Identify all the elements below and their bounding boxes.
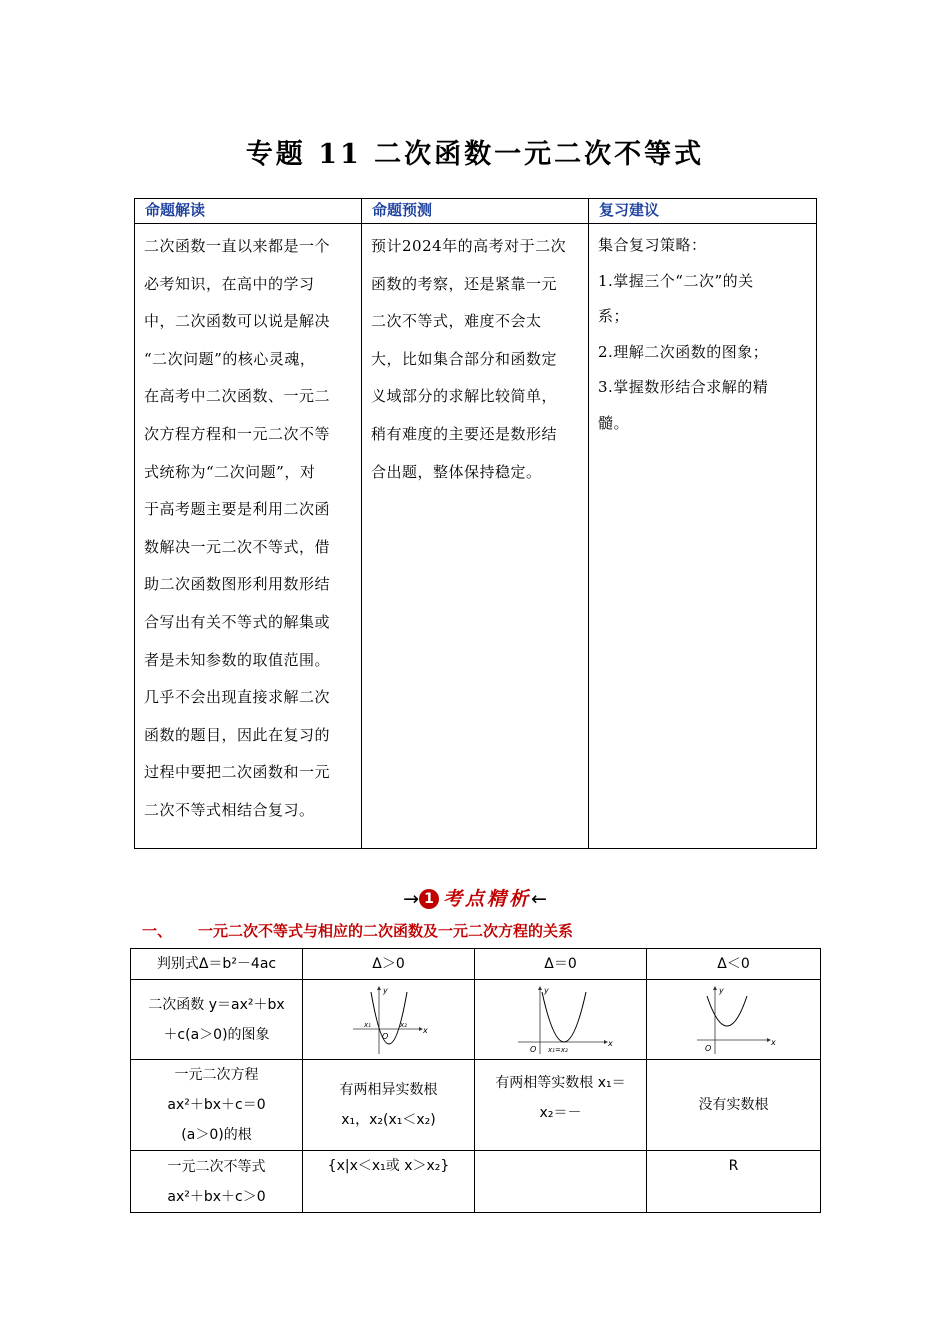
axis-y-label: y: [382, 985, 388, 995]
delta-negative: Δ＜0: [647, 949, 821, 980]
origin-label: O: [704, 1043, 711, 1053]
function-label: [131, 980, 303, 1060]
table-row: [131, 1151, 821, 1213]
table-row: [131, 1060, 821, 1151]
solution-set-negative: R: [647, 1151, 821, 1213]
graph-no-roots: [647, 980, 821, 1060]
axis-x-label: x: [607, 1038, 613, 1048]
interpretation-line: 次方程方程和一元二次不等: [144, 424, 331, 443]
prediction-line: 预计2024年的高考对于二次: [371, 237, 567, 255]
inequality-label-line: 一元二次不等式: [167, 1158, 266, 1175]
prediction-line: 函数的考察，还是紧靠一元: [371, 274, 558, 293]
root-x2-label: x₂: [399, 1020, 407, 1029]
interpretation-line: 函数的题目，因此在复习的: [144, 725, 331, 744]
inequality-label: [131, 1151, 303, 1213]
interpretation-line: 二次不等式相结合复习。: [144, 800, 315, 819]
delta-positive: Δ＞0: [303, 949, 475, 980]
arrow-right-icon: →: [403, 888, 419, 910]
prediction-line: 二次不等式，难度不会太: [371, 312, 542, 331]
advice-line: 系；: [598, 307, 630, 325]
equation-label-line: 一元二次方程: [174, 1067, 259, 1083]
roots-equal-line: 有两相等实数根 x₁＝: [495, 1075, 626, 1091]
interpretation-line: 数解决一元二次不等式，借: [144, 537, 331, 556]
prediction-line: 义域部分的求解比较简单，: [371, 387, 558, 406]
arrow-left-icon: ←: [531, 888, 547, 910]
roots-equal-line: x₂＝－: [539, 1105, 582, 1121]
origin-label: O: [529, 1044, 536, 1054]
subsection-index: 一、: [142, 922, 173, 940]
prediction-line: 大，比如集合部分和函数定: [371, 349, 558, 368]
interpretation-line: 几乎不会出现直接求解二次: [144, 688, 331, 707]
section-heading: [0, 884, 950, 911]
graph-two-roots: [303, 980, 475, 1060]
advice-line: 1.掌握三个“二次”的关: [598, 271, 754, 290]
roots-equal: [475, 1060, 647, 1151]
interpretation-cell: [135, 224, 362, 849]
delta-zero: Δ＝0: [475, 949, 647, 980]
equation-label-line: ax²＋bx＋c＝0: [167, 1097, 266, 1113]
axis-y-label: y: [543, 985, 549, 995]
prediction-cell: [362, 224, 589, 849]
interpretation-line: 过程中要把二次函数和一元: [144, 763, 331, 782]
axis-x-label: x: [770, 1037, 776, 1047]
advice-line: 集合复习策略：: [598, 236, 707, 254]
equation-label-line: (a＞0)的根: [181, 1127, 252, 1143]
equation-label: [131, 1060, 303, 1151]
advice-cell: [589, 224, 817, 849]
discriminant-label: 判别式Δ＝b²－4ac: [131, 949, 303, 980]
graph-double-root: [475, 980, 647, 1060]
table-row: [131, 949, 821, 980]
interpretation-line: 合写出有关不等式的解集或: [144, 612, 331, 631]
inequality-label-line: ax²＋bx＋c＞0: [167, 1188, 266, 1205]
advice-line: 髓。: [598, 413, 630, 432]
subsection-label: 一元二次不等式与相应的二次函数及一元二次方程的关系: [198, 922, 574, 940]
interpretation-line: 助二次函数图形利用数形结: [144, 575, 331, 594]
subsection-heading: [142, 920, 573, 941]
section-number-badge: 1: [419, 889, 439, 909]
roots-distinct: [303, 1060, 475, 1151]
header-advice: 复习建议: [589, 199, 817, 224]
interpretation-line: 二次函数一直以来都是一个: [144, 237, 331, 255]
interpretation-line: 必考知识，在高中的学习: [144, 274, 315, 293]
roots-distinct-line: x₁，x₂(x₁＜x₂): [341, 1112, 436, 1128]
axis-x-label: x: [422, 1025, 428, 1035]
interpretation-line: 式统称为“二次问题”，对: [144, 462, 316, 481]
function-label-line: ＋c(a＞0)的图象: [163, 1026, 270, 1043]
advice-line: 2.理解二次函数的图象；: [598, 342, 769, 361]
solution-set-positive: {x|x＜x₁或 x＞x₂}: [303, 1151, 475, 1213]
interpretation-line: 于高考题主要是利用二次函: [144, 500, 331, 519]
roots-none: 没有实数根: [647, 1060, 821, 1151]
axis-y-label: y: [718, 985, 724, 995]
prediction-line: 稍有难度的主要还是数形结: [371, 424, 558, 443]
double-root-label: x₁=x₂: [547, 1045, 568, 1054]
section-label: 考点精析: [442, 888, 531, 910]
interpretation-line: 者是未知参数的取值范围。: [144, 650, 331, 669]
roots-distinct-line: 有两相异实数根: [339, 1082, 438, 1098]
root-x1-label: x₁: [363, 1020, 371, 1029]
advice-line: 3.掌握数形结合求解的精: [598, 378, 769, 396]
interpretation-line: 中，二次函数可以说是解决: [144, 312, 331, 331]
interpretation-line: “二次问题”的核心灵魂，: [144, 349, 316, 368]
header-interpretation: 命题解读: [135, 199, 362, 224]
header-prediction: 命题预测: [362, 199, 589, 224]
prediction-line: 合出题，整体保持稳定。: [371, 462, 542, 481]
origin-label: O: [381, 1031, 388, 1041]
interpretation-line: 在高考中二次函数、一元二: [144, 387, 331, 406]
overview-table: [134, 198, 817, 849]
page-title: 专题 11 二次函数一元二次不等式: [245, 139, 705, 170]
function-label-line: 二次函数 y＝ax²＋bx: [148, 996, 285, 1013]
solution-set-zero: [475, 1151, 647, 1213]
relation-table: [130, 948, 821, 1213]
table-row: [131, 980, 821, 1060]
